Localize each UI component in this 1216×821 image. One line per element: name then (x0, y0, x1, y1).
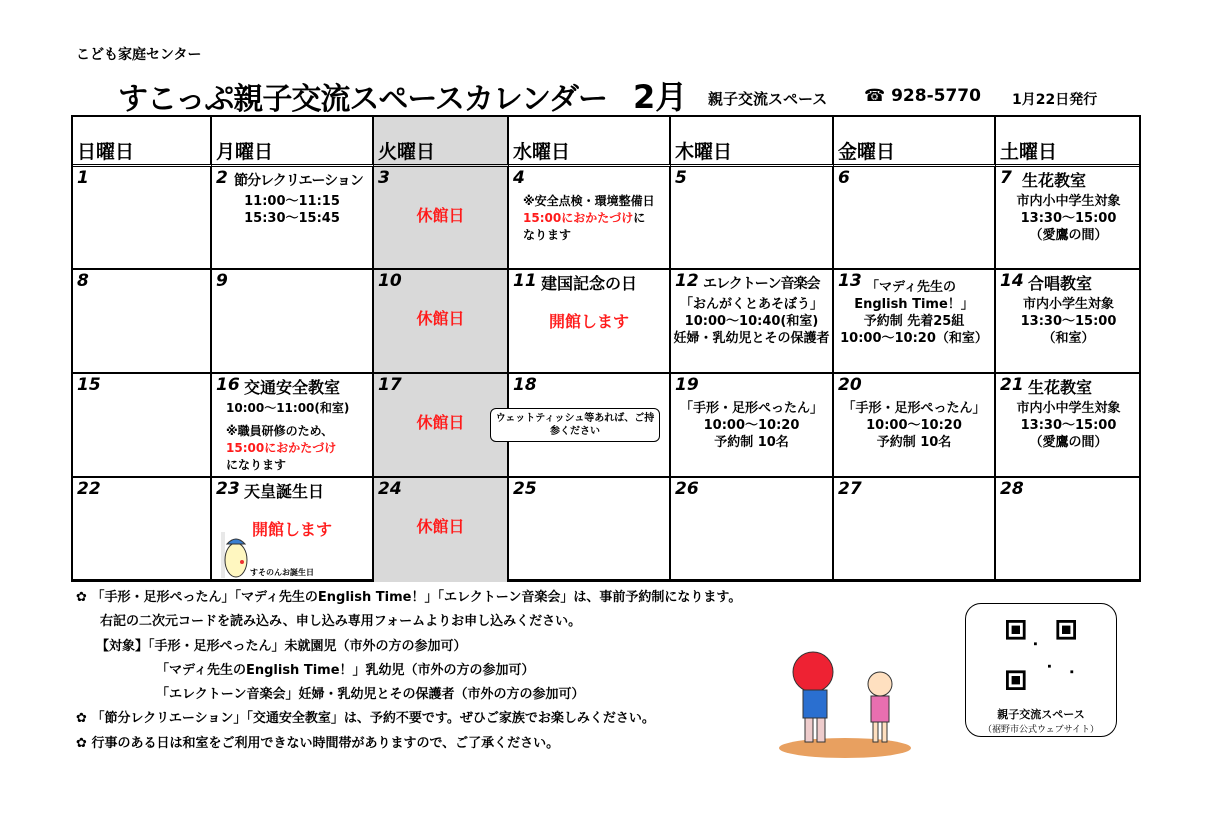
detail-line (671, 313, 832, 330)
day-cell (996, 270, 1141, 374)
detail-line (834, 417, 994, 434)
day-number: 1 (77, 168, 89, 188)
event-details (212, 400, 372, 474)
note-item: ✿ 行事のある日は和室をご利用できない時間帯がありますので、ご了承ください。 (76, 735, 560, 751)
day-number: 19 (675, 375, 699, 395)
closed-label: 休館日 (416, 206, 465, 225)
detail-line (834, 434, 994, 451)
detail-text: 11:00～11:15 (244, 194, 340, 209)
detail-text: 「おんがくとあそぼう」 (679, 297, 823, 312)
day-cell (996, 167, 1141, 270)
day-cell (509, 167, 671, 270)
page-title: すこっぷ親子交流スペースカレンダー (118, 82, 607, 117)
day-number: 5 (675, 168, 687, 188)
day-cell (212, 167, 374, 270)
day-number: 13 (838, 271, 862, 291)
weekday-header: 水曜日 (509, 117, 671, 167)
note-item: 「マディ先生のEnglish Time！」乳幼児（市外の方の参加可） (156, 662, 535, 678)
day-cell (671, 167, 834, 270)
day-number: 27 (838, 479, 862, 499)
detail-line (509, 313, 669, 332)
detail-text: 13:30～15:00 (1020, 418, 1117, 433)
detail-line (523, 227, 669, 244)
highlight-text: 開館します (251, 520, 332, 539)
speech-bubble: ウェットティッシュ等あれば、ご持参ください (490, 408, 660, 442)
detail-text: 予約制 10名 (714, 435, 789, 450)
event-details (509, 193, 669, 244)
event-details (834, 296, 994, 347)
detail-text: 10:00～11:00(和室) (226, 401, 350, 415)
day-cell (374, 374, 509, 478)
detail-text: 市内小中学生対象 (1016, 401, 1121, 416)
day-cell (509, 270, 671, 374)
detail-line (226, 423, 372, 440)
day-cell (834, 270, 996, 374)
detail-line (996, 417, 1141, 434)
day-number: 24 (378, 479, 402, 499)
event-details (212, 193, 372, 227)
detail-text: 10:00～10:20 (703, 418, 800, 433)
day-number: 23 (216, 479, 240, 499)
event-details (834, 400, 994, 451)
detail-text: （愛鷹の間） (1029, 228, 1108, 243)
detail-text: 15:30～15:45 (244, 211, 340, 226)
day-number: 12 (675, 271, 699, 291)
closed-label: 休館日 (416, 413, 465, 432)
weekday-header: 日曜日 (73, 117, 212, 167)
space-name: 親子交流スペース (708, 90, 828, 108)
event-details (996, 193, 1141, 244)
detail-line (834, 400, 994, 417)
day-cell (509, 478, 671, 582)
highlight-text: 15:00におかたづけ (226, 441, 337, 455)
day-cell (996, 478, 1141, 582)
detail-line (996, 313, 1141, 330)
detail-line (226, 457, 372, 474)
day-cell (73, 167, 212, 270)
day-cell (671, 270, 834, 374)
detail-text: 「手形・足形ぺったん」 (679, 401, 823, 416)
detail-line (996, 400, 1141, 417)
weekday-header: 木曜日 (671, 117, 834, 167)
detail-text: なります (523, 228, 572, 242)
detail-text: ※安全点検・環境整備日 (523, 194, 655, 208)
event-title: 節分レクリエーション (234, 173, 363, 189)
notes-section (76, 586, 741, 756)
day-number: 11 (513, 271, 537, 291)
event-details (671, 400, 832, 451)
detail-line (671, 400, 832, 417)
detail-line (226, 400, 372, 417)
detail-line (671, 417, 832, 434)
month-label: 2月 (633, 78, 688, 116)
detail-line (226, 440, 372, 457)
day-cell (834, 167, 996, 270)
detail-text: になります (226, 458, 287, 472)
mascot-caption: すそのんお誕生日 (250, 568, 314, 577)
detail-line (834, 330, 994, 347)
detail-line (996, 296, 1141, 313)
detail-text: 市内小学生対象 (1022, 297, 1114, 312)
detail-line (212, 210, 372, 227)
qr-code-box[interactable] (965, 603, 1117, 737)
detail-line (996, 227, 1141, 244)
day-cell (73, 270, 212, 374)
note-item: ✿ 「手形・足形ぺったん」「マディ先生のEnglish Time！」「エレクトーン音楽会」は、事前予約制になります。 (76, 590, 742, 605)
oni-illustration (775, 632, 915, 760)
detail-text: 10:00～10:20（和室） (840, 331, 988, 346)
day-cell (212, 374, 374, 478)
detail-line (996, 434, 1141, 451)
highlight-text: 開館します (548, 312, 629, 331)
day-cell (212, 270, 374, 374)
detail-text: 予約制 先着25組 (863, 314, 965, 329)
detail-line (212, 504, 372, 521)
day-cell (834, 374, 996, 478)
detail-line (671, 330, 832, 347)
detail-line (996, 210, 1141, 227)
event-details (996, 400, 1141, 451)
day-number: 25 (513, 479, 537, 499)
event-title: 生花教室 (1028, 378, 1093, 397)
flower-bullet-icon: ✿ (76, 735, 87, 751)
day-cell (996, 374, 1141, 478)
day-cell (834, 478, 996, 582)
day-number: 14 (1000, 271, 1024, 291)
note-item: ✿ 「節分レクリエーション」「交通安全教室」は、予約不要です。ぜひご家族でお楽しみください。 (76, 711, 655, 727)
detail-line (834, 313, 994, 330)
day-number: 26 (675, 479, 699, 499)
detail-text: （和室） (1042, 331, 1095, 346)
day-number: 21 (1000, 375, 1024, 395)
day-number: 3 (378, 168, 390, 188)
day-number: 16 (216, 375, 240, 395)
event-details (671, 296, 832, 347)
day-number: 17 (378, 375, 402, 395)
note-item: 【対象】「手形・足形ぺったん」未就園児（市外の方の参加可） (96, 638, 467, 654)
day-number: 9 (216, 271, 228, 291)
event-title: 交通安全教室 (244, 378, 341, 397)
event-title: 生花教室 (1022, 171, 1087, 190)
day-cell (73, 478, 212, 582)
highlight-text: 15:00におかたづけ (523, 211, 634, 225)
note-item: 右記の二次元コードを読み込み、申し込み専用フォームよりお申し込みください。 (100, 614, 582, 630)
event-details (996, 296, 1141, 347)
day-cell (374, 270, 509, 374)
detail-line (671, 296, 832, 313)
qr-code[interactable] (1006, 620, 1076, 690)
weekday-header: 火曜日 (374, 117, 509, 167)
detail-text: 予約制 10名 (876, 435, 952, 450)
day-number: 7 (1000, 168, 1012, 188)
detail-line (996, 193, 1141, 210)
closed-label: 休館日 (416, 517, 465, 536)
detail-line (212, 193, 372, 210)
qr-caption: 親子交流スペース (997, 708, 1085, 721)
flower-bullet-icon: ✿ (76, 711, 87, 727)
flower-bullet-icon: ✿ (76, 590, 87, 605)
event-details (509, 296, 669, 332)
event-title: 「マディ先生の (866, 280, 956, 295)
detail-line (523, 193, 669, 210)
day-number: 4 (513, 168, 525, 188)
day-number: 20 (838, 375, 862, 395)
detail-text: に (633, 211, 646, 225)
day-cell (73, 374, 212, 478)
event-title: 天皇誕生日 (244, 482, 325, 501)
calendar-grid (71, 115, 1141, 582)
weekday-header: 土曜日 (996, 117, 1141, 167)
event-title: エレクトーン音楽会 (703, 276, 820, 292)
day-number: 2 (216, 168, 228, 188)
detail-text: 10:00～10:20 (866, 418, 962, 433)
detail-line (671, 434, 832, 451)
day-number: 8 (77, 271, 89, 291)
day-number: 18 (513, 375, 537, 395)
day-cell (671, 374, 834, 478)
phone-number: ☎ 928-5770 (864, 86, 981, 106)
day-number: 15 (77, 375, 101, 395)
day-number: 28 (1000, 479, 1024, 499)
day-number: 22 (77, 479, 101, 499)
detail-text: ※職員研修のため、 (226, 424, 334, 438)
detail-line (996, 330, 1141, 347)
note-item: 「エレクトーン音楽会」妊婦・乳幼児とその保護者（市外の方の参加可） (156, 687, 585, 703)
day-cell (671, 478, 834, 582)
day-cell (374, 167, 509, 270)
detail-text: 妊婦・乳幼児とその保護者 (673, 331, 830, 346)
detail-text: English Time！」 (854, 297, 974, 312)
weekday-header: 月曜日 (212, 117, 374, 167)
detail-text: 市内小中学生対象 (1016, 194, 1121, 209)
day-number: 6 (838, 168, 850, 188)
qr-subcaption: （裾野市公式ウェブサイト） (982, 725, 1099, 735)
day-cell (374, 478, 509, 582)
organization-name: こども家庭センター (76, 47, 202, 63)
detail-line (509, 296, 669, 313)
day-number: 10 (378, 271, 402, 291)
detail-line (523, 210, 669, 227)
closed-label: 休館日 (416, 309, 465, 328)
detail-text: 「手形・足形ぺったん」 (842, 401, 986, 416)
detail-text: 10:00～10:40(和室) (684, 314, 819, 329)
event-title: 合唱教室 (1028, 274, 1093, 293)
detail-line (834, 296, 994, 313)
weekday-header: 金曜日 (834, 117, 996, 167)
detail-text: 13:30～15:00 (1020, 211, 1117, 226)
event-title: 建国記念の日 (541, 274, 638, 293)
detail-text: 13:30～15:00 (1020, 314, 1117, 329)
detail-text: （愛鷹の間） (1029, 435, 1108, 450)
issued-date: 1月22日発行 (1012, 92, 1098, 108)
mascot-image (221, 532, 249, 578)
